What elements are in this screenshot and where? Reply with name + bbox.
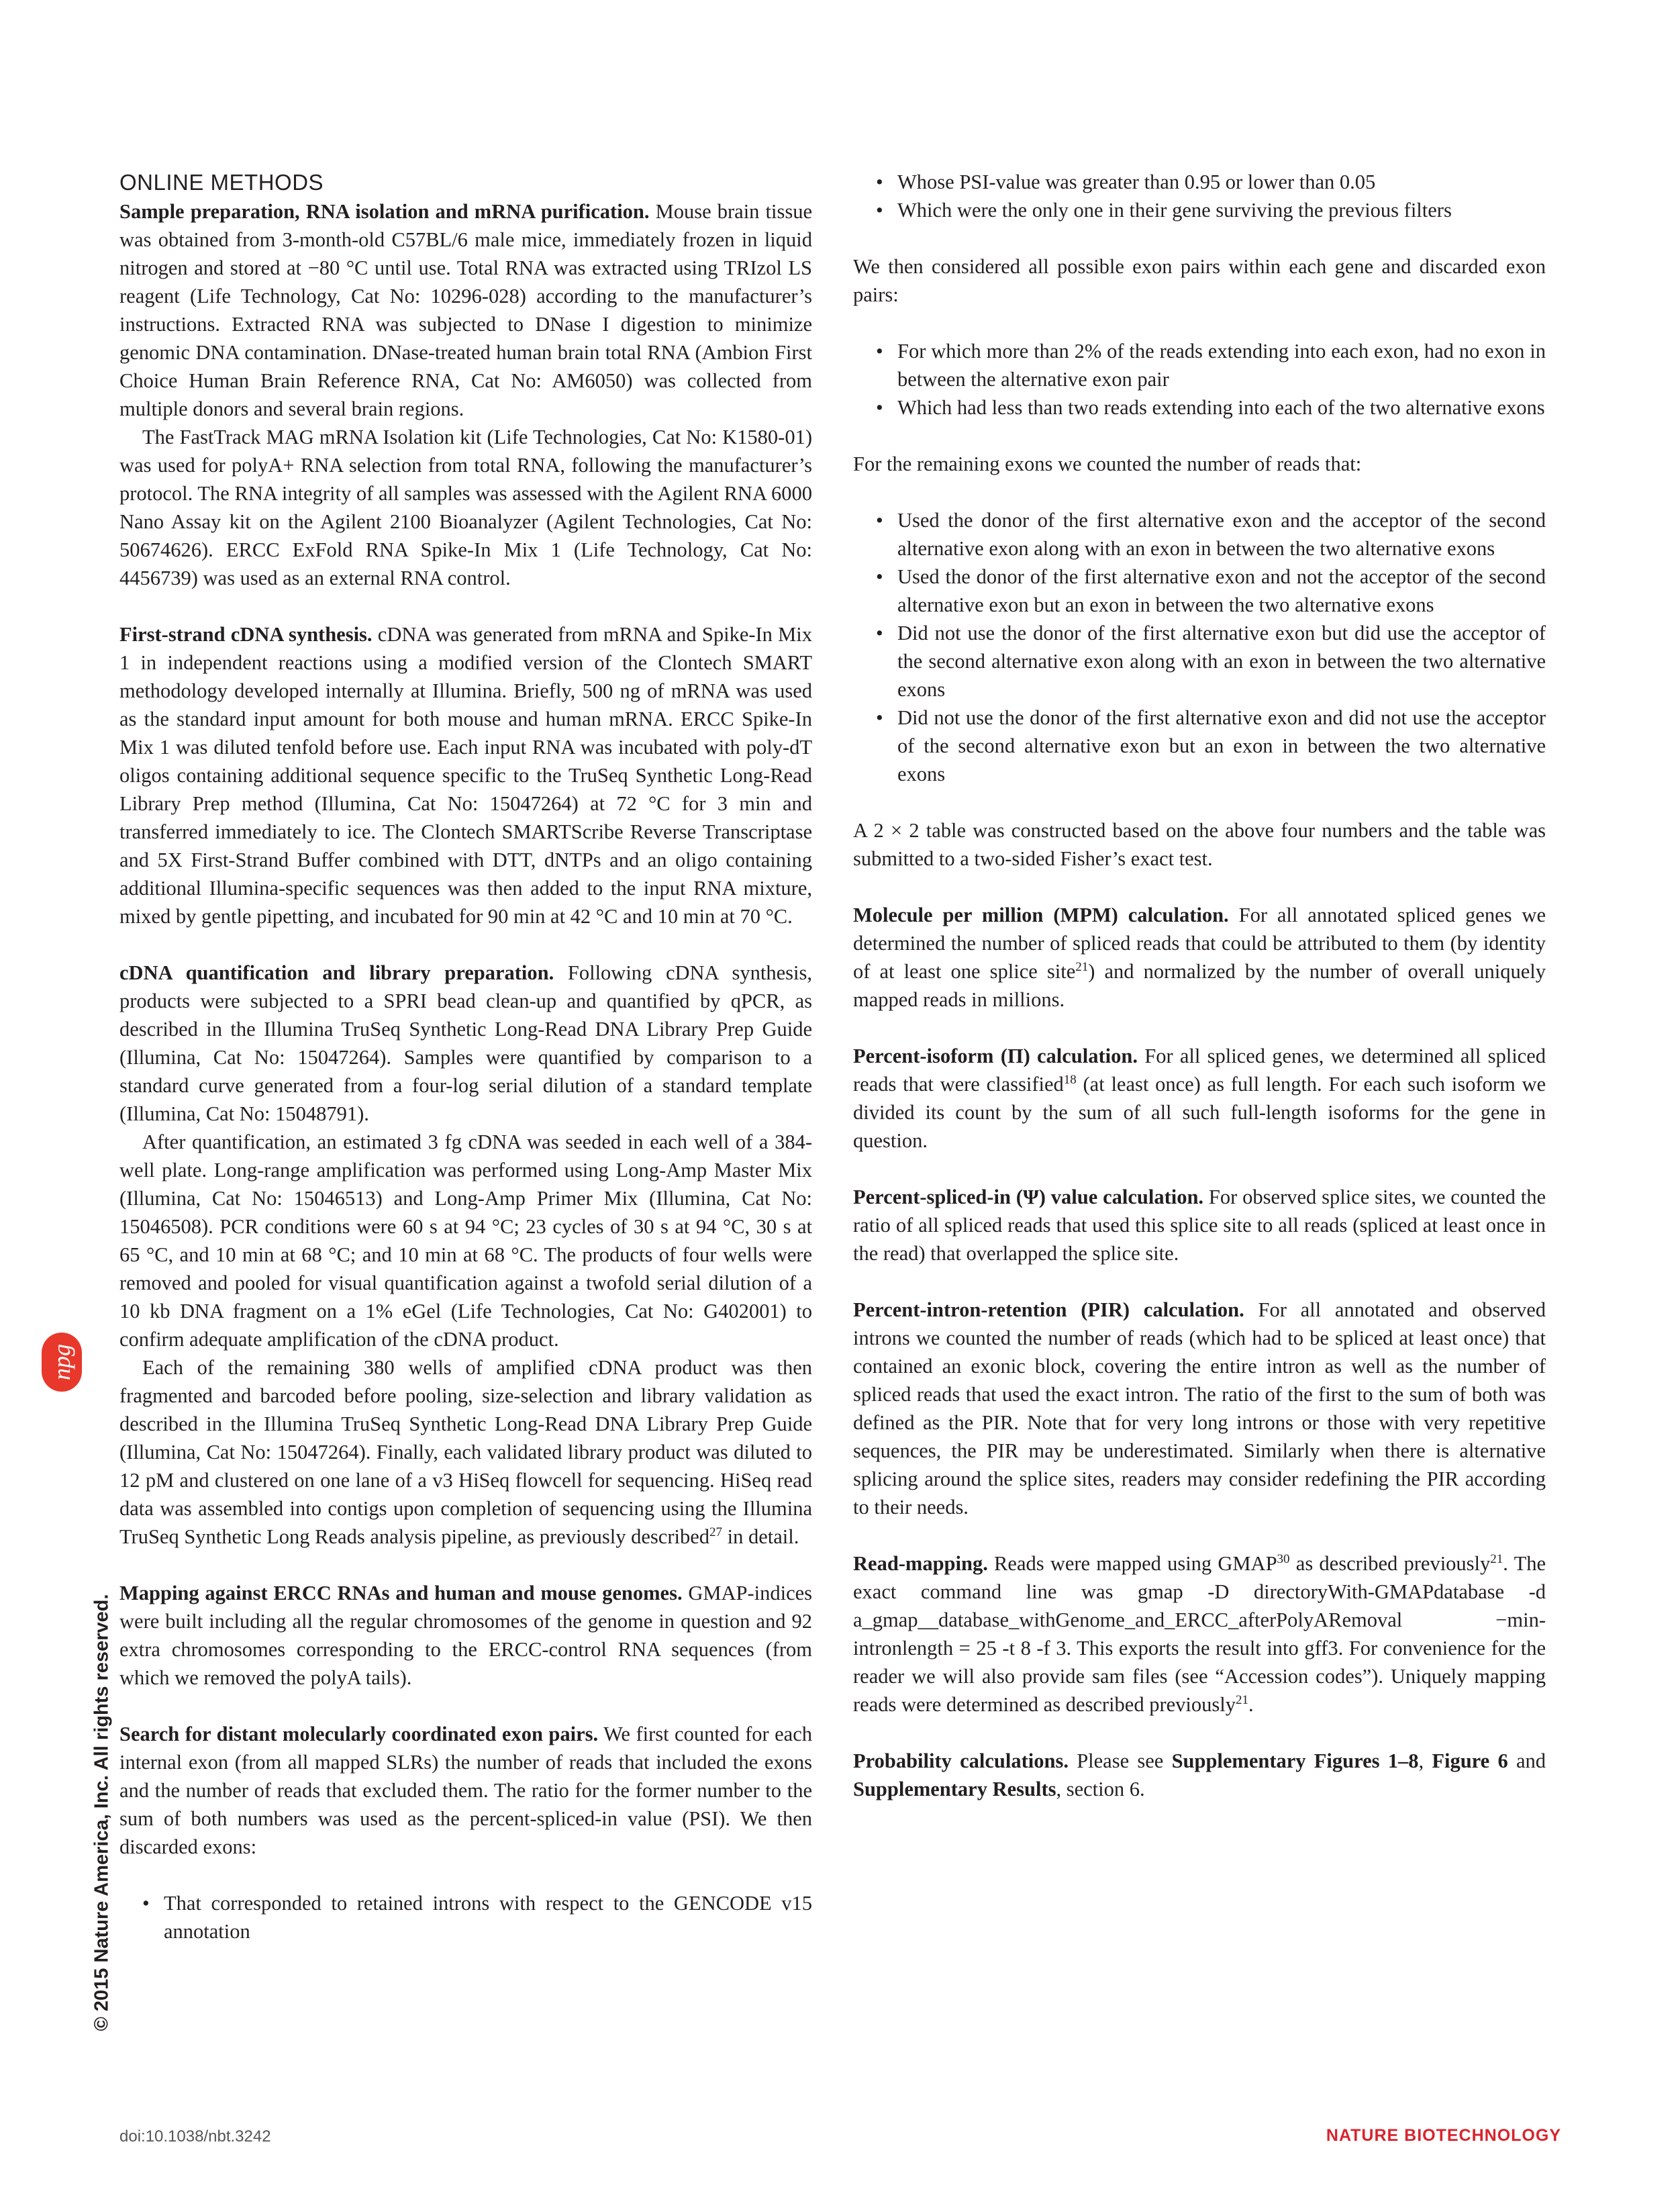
subsection-heading: Probability calculations.: [853, 1749, 1069, 1772]
bullet-list: [853, 168, 1546, 224]
paragraph-text: After quantification, an estimated 3 fg cDNA was seeded in each well of a 384-well plate. Long-range amplification was performed using Long-Amp Master Mix (Illumina, Cat No: 15046513) and Long-Amp Primer Mix (Illumina, Cat No: 15046508). PCR conditions were 60 s at 94 °C; 23 cycles of 30 s at 94 °C, 30 s at 65 °C, and 10 min at 68 °C; and 10 min at 68 °C. The products of four wells were removed and pooled for visual quantification against a twofold serial dilution of a 10 kb DNA fragment on a 1% eGel (Life Technologies, Cat No: G402001) to confirm adequate amplification of the cDNA product.: [119, 1131, 812, 1351]
paragraph: [119, 1579, 812, 1692]
paragraph-text: Following cDNA synthesis, products were subjected to a SPRI bead clean-up and quantified by qPCR, as described in the Illumina TruSeq Synthetic Long-Read DNA Library Prep Guide (Illumina, Cat No: 15047264). Samples were quantified by comparison to a standard curve generated from a four-log serial dilution of a standard template (Illumina, Cat No: 15048791).: [119, 961, 813, 1125]
paragraph: Percent-intron-retention (PIR) calculation. For all annotated and observed introns we counted the number of reads (which had to be spliced at least once) that contained an exonic block, covering the entire intron as well as the number of spliced reads that used the exact intron. The ratio of the first to the sum of both was defined as the PIR. Note that for very long introns or those with very repetitive sequences, the PIR may be underestimated. Similarly when there is alternative splicing around the splice sites, readers may consider redefining the PIR according to their needs.: [853, 1298, 1546, 1519]
paragraph: [119, 959, 812, 1128]
supplementary-reference[interactable]: Supplementary Results: [853, 1778, 1056, 1800]
list-item: • Used the donor of the first alternative exon and the acceptor of the second alternative exon along with an exon in between the two alternative exons: [876, 509, 1546, 560]
right-column: [853, 168, 1546, 1803]
paragraph-text: Each of the remaining 380 wells of amplified cDNA product was then fragmented and barcoded before pooling, size-selection and library validation as described in the Illumina TruSeq Synthetic Long-Read DNA Library Prep Guide (Illumina, Cat No: 15047264). Finally, each validated library product was diluted to 12 pM and clustered on one lane of a v3 HiSeq flowcell for sequencing. HiSeq read data was assembled into contigs upon completion of sequencing using the Illumina TruSeq Synthetic Long Reads analysis pipeline, as previously described: [119, 1356, 812, 1548]
citation-ref: 30: [1277, 1551, 1290, 1566]
subsection-heading: Sample preparation, RNA isolation and mRNA purification.: [119, 200, 650, 223]
paragraph: [119, 1128, 812, 1353]
bullet-list: [119, 1889, 812, 1945]
paragraph-text: GMAP-indices were built including all the regular chromosomes of the genome in question and 92 extra chromosomes corresponding to the ERCC-control RNA sequences (from which we removed the polyA tails).: [119, 1582, 813, 1689]
paragraph: A 2 × 2 table was constructed based on the above four numbers and the table was submitted to a two-sided Fisher’s exact test.: [853, 819, 1546, 870]
paragraph-text: Mouse brain tissue was obtained from 3-month-old C57BL/6 male mice, immediately frozen in liquid nitrogen and stored at −80 °C until use. Total RNA was extracted using TRIzol LS reagent (Life Technology, Cat No: 10296-028) according to the manufacturer’s instructions. Extracted RNA was subjected to DNase I digestion to minimize genomic DNA contamination. DNase-treated human brain total RNA (Ambion First Choice Human Brain Reference RNA, Cat No: AM6050) was collected from multiple donors and several brain regions.: [119, 200, 813, 420]
list-item: • Which had less than two reads extending into each of the two alternative exons: [876, 396, 1545, 419]
paragraph-text: in detail.: [722, 1525, 799, 1548]
left-column: [119, 168, 812, 1945]
citation-ref: 27: [709, 1525, 723, 1539]
list-item: • Did not use the donor of the first alternative exon but did use the acceptor of the second alternative exon along with an exon in between the two alternative exons: [876, 622, 1546, 701]
citation-ref: 21: [1490, 1551, 1503, 1566]
paragraph: [119, 197, 812, 423]
subsection-heading: Percent-spliced-in (Ψ) value calculation.: [853, 1186, 1204, 1208]
subsection-heading: Percent-isoform (Π) calculation.: [853, 1045, 1138, 1067]
list-item: • Whose PSI-value was greater than 0.95 or lower than 0.05: [876, 171, 1376, 193]
subsection-heading: Molecule per million (MPM) calculation.: [853, 904, 1229, 926]
paragraph: Percent-isoform (Π) calculation. For all spliced genes, we determined all spliced reads that were classified$^{18}$ (at least once) as full length. For each such isoform we divided its count by the sum of all such full-length isoforms for the gene in question.: [853, 1045, 1546, 1152]
paragraph: Percent-spliced-in (Ψ) value calculation. For observed splice sites, we counted the ratio of all spliced reads that used this splice site to all reads (spliced at least once in the read) that overlapped the splice site.: [853, 1186, 1546, 1265]
npg-logo-text: npg: [48, 1344, 75, 1380]
section-title: ONLINE METHODS: [119, 170, 324, 195]
subsection-heading: Search for distant molecularly coordinated exon pairs.: [119, 1723, 599, 1745]
bullet-list: [853, 337, 1546, 422]
list-item: • For which more than 2% of the reads extending into each exon, had no exon in between the alternative exon pair: [876, 340, 1546, 391]
copyright-notice: © 2015 Nature America, Inc. All rights reserved.: [91, 1594, 113, 2031]
npg-logo: [42, 1333, 82, 1392]
paragraph: [119, 1720, 812, 1861]
figure-reference[interactable]: Figure 6: [1432, 1749, 1508, 1772]
paragraph: Probability calculations. Please see Supplementary Figures 1–8, Figure 6 and Supplementary Results, section 6.: [853, 1749, 1546, 1800]
paragraph: [119, 1353, 812, 1551]
paragraph: Read-mapping. Reads were mapped using GMAP$^{30}$ as described previously$^{21}$. The exact command line was gmap -D directoryWith-GMAPdatabase -d a_gmap__database_withGenome_and_ERCC_afterPolyARemoval −min-intronlength = 25 -t 8 -f 3. This exports the result into gff3. For convenience for the reader we will also provide sam files (see “Accession codes”). Uniquely mapping reads were determined as described previously$^{21}$.: [853, 1551, 1546, 1716]
citation-ref: 21: [1235, 1692, 1248, 1707]
subsection-heading: Percent-intron-retention (PIR) calculation.: [853, 1298, 1244, 1321]
figure-reference[interactable]: Supplementary Figures 1–8: [1171, 1749, 1419, 1772]
paragraph: We then considered all possible exon pairs within each gene and discarded exon pairs:: [853, 255, 1546, 306]
paragraph: [119, 423, 812, 592]
list-item: • Which were the only one in their gene surviving the previous filters: [876, 199, 1452, 222]
paragraph: Molecule per million (MPM) calculation. For all annotated spliced genes we determined the number of spliced reads that could be attributed to them (by identity of at least one splice site$^{21}$) and normalized by the number of overall uniquely mapped reads in millions.: [853, 904, 1546, 1011]
subsection-heading: Mapping against ERCC RNAs and human and mouse genomes.: [119, 1582, 683, 1604]
doi-footer: doi:10.1038/nbt.3242: [119, 2127, 271, 2146]
paragraph-text: cDNA was generated from mRNA and Spike-In Mix 1 in independent reactions using a modified version of the Clontech SMART methodology developed internally at Illumina. Briefly, 500 ng of mRNA was used as the standard input amount for both mouse and human mRNA. ERCC Spike-In Mix 1 was diluted tenfold before use. Each input RNA was incubated with poly-dT oligos containing additional sequence specific to the TruSeq Synthetic Long-Read Library Prep method (Illumina, Cat No: 15047264) at 72 °C for 3 min and transferred immediately to ice. The Clontech SMARTScribe Reverse Transcriptase and 5X First-Strand Buffer combined with DTT, dNTPs and an oligo containing additional Illumina-specific sequences was then added to the input RNA mixture, mixed by gentle pipetting, and incubated for 90 min at 42 °C and 10 min at 70 °C.: [119, 623, 813, 928]
subsection-heading: cDNA quantification and library preparation.: [119, 961, 554, 984]
list-item: • Used the donor of the first alternative exon and not the acceptor of the second alternative exon but an exon in between the two alternative exons: [876, 565, 1546, 616]
citation-ref: 18: [1063, 1072, 1077, 1087]
paragraph-text: The FastTrack MAG mRNA Isolation kit (Life Technologies, Cat No: K1580-01) was used for polyA+ RNA selection from total RNA, following the manufacturer’s protocol. The RNA integrity of all samples was assessed with the Agilent RNA 6000 Nano Assay kit on the Agilent 2100 Bioanalyzer (Agilent Technologies, Cat No: 50674626). ERCC ExFold RNA Spike-In Mix 1 (Life Technology, Cat No: 4456739) was used as an external RNA control.: [119, 426, 812, 589]
journal-name-footer: NATURE BIOTECHNOLOGY: [1326, 2126, 1561, 2145]
citation-ref: 21: [1075, 959, 1089, 974]
list-item: • That corresponded to retained introns with respect to the GENCODE v15 annotation: [142, 1892, 812, 1943]
subsection-heading: Read-mapping.: [853, 1552, 988, 1575]
bullet-list: [853, 506, 1546, 788]
paragraph-text: We first counted for each internal exon (from all mapped SLRs) the number of reads that included the exons and the number of reads that excluded them. The ratio for the former number to the sum of both numbers was used as the percent-spliced-in value (PSI). We then discarded exons:: [119, 1723, 813, 1858]
paragraph: [119, 620, 812, 930]
paragraph: For the remaining exons we counted the number of reads that:: [853, 452, 1362, 475]
subsection-heading: First-strand cDNA synthesis.: [119, 623, 373, 646]
list-item: • Did not use the donor of the first alternative exon and did not use the acceptor of the second alternative exon but an exon in between the two alternative exons: [876, 706, 1546, 785]
